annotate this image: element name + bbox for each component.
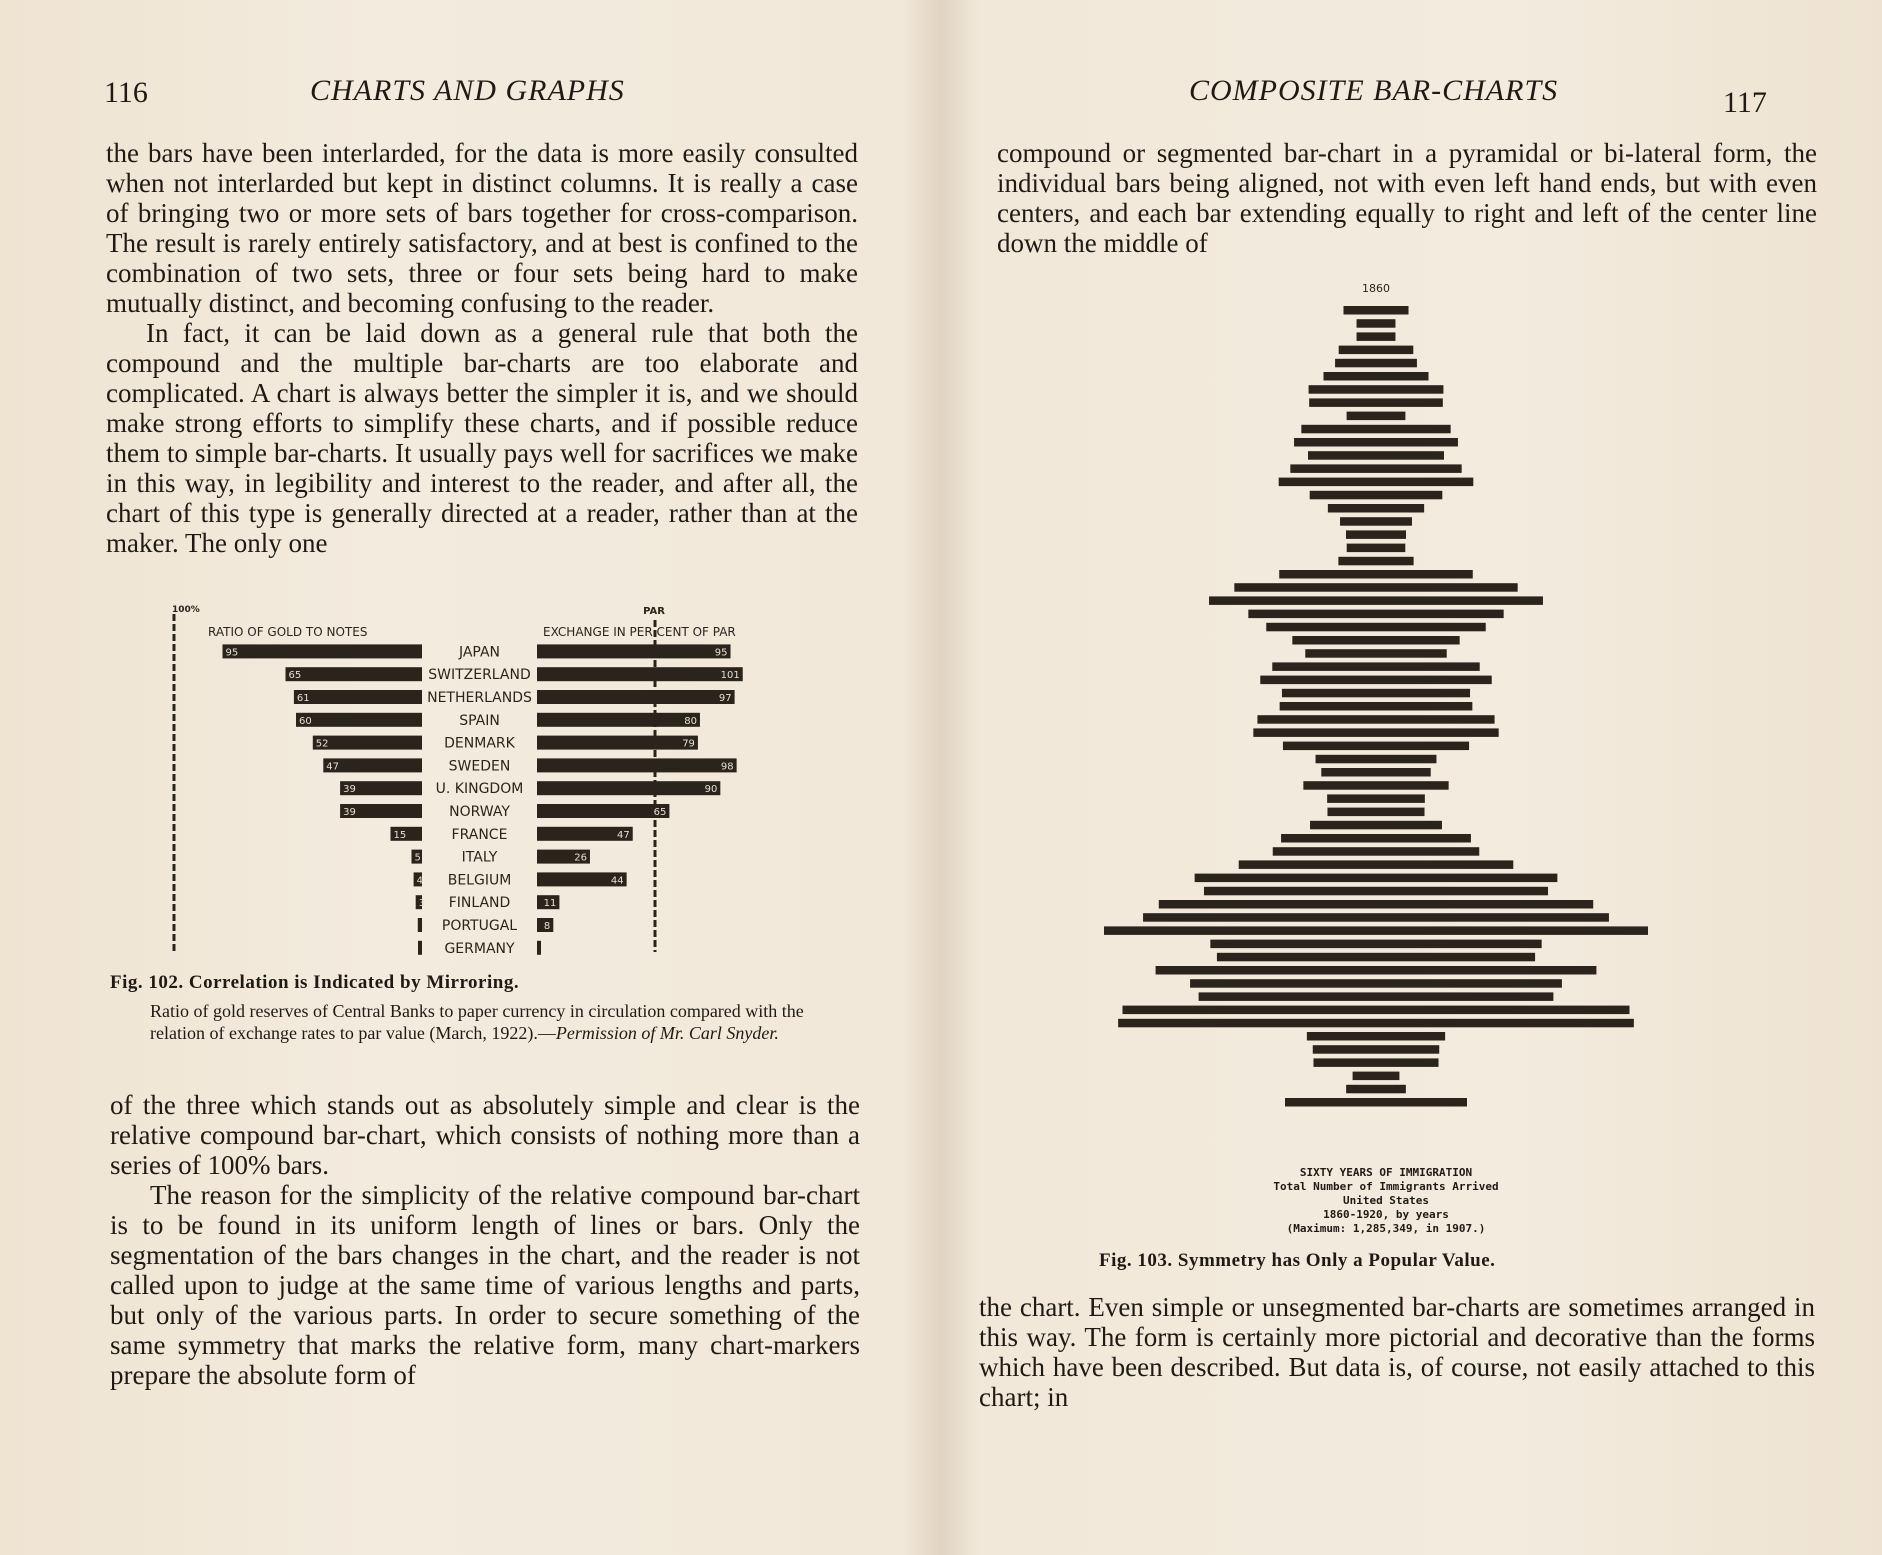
paragraph: compound or segmented bar-chart in a pyramidal or bi-lateral form, the individual bars being aligned, not with even left hand ends, but with even centers, and each bar extending equally to right and left of the center line down the middle of (997, 138, 1817, 258)
year-bar (1316, 755, 1437, 764)
year-bar (1309, 385, 1444, 394)
year-bar (1313, 1058, 1438, 1067)
fig103-chart-caption (1176, 1166, 1596, 1236)
year-bar (1357, 319, 1396, 328)
left-bar (286, 667, 423, 681)
right-body-top (997, 138, 1817, 258)
year-bar (1273, 847, 1480, 856)
year-bar (1327, 808, 1424, 817)
start-year-label: 1860 (1362, 282, 1390, 295)
year-bar (1156, 966, 1597, 975)
country-label: NORWAY (449, 804, 510, 820)
country-label: SWEDEN (448, 758, 511, 775)
country-label: BELGIUM (447, 872, 512, 889)
year-bar (1321, 768, 1430, 777)
left-bar (418, 941, 422, 955)
fig102-desc-text: Ratio of gold reserves of Central Banks to paper currency in circulation compared with the relation of exchange rates to par value (March, 1922).— (150, 1001, 804, 1043)
right-bar (537, 713, 700, 727)
year-bar (1301, 425, 1450, 434)
year-bar (1257, 715, 1494, 724)
country-label: GERMANY (444, 940, 515, 957)
left-value-label: 52 (315, 738, 329, 750)
fig102-title: Fig. 102. Correlation is Indicated by Mirroring. (110, 972, 520, 993)
fig103-symmetry-chart (1081, 278, 1681, 1158)
year-bar (1266, 623, 1485, 632)
right-value-label: 98 (720, 761, 734, 773)
year-bar (1343, 306, 1408, 315)
year-bar (1272, 662, 1479, 671)
year-bar (1204, 887, 1548, 896)
running-head-right: COMPOSITE BAR-CHARTS (1189, 74, 1559, 107)
year-bar (1346, 530, 1406, 539)
year-bar (1159, 900, 1593, 909)
year-bar (1313, 1045, 1439, 1054)
year-bar (1143, 913, 1609, 922)
country-label: PORTUGAL (441, 918, 518, 934)
right-bar (537, 690, 735, 704)
left-value-label: 5 (414, 852, 421, 864)
left-value-label: 60 (299, 715, 312, 727)
right-value-label: 101 (720, 670, 740, 682)
year-bar (1292, 636, 1459, 645)
running-head-left: CHARTS AND GRAPHS (310, 74, 625, 107)
left-value-label: 61 (296, 693, 310, 704)
paragraph: the bars have been interlarded, for the data is more easily consulted when not interlarded but kept in distinct columns. It is really a case of bringing two or more sets of bars together for cross-comparison. The result is rarely entirely satisfactory, and at best is confined to the combination of two sets, three or four sets being hard to make mutually distinct, and becoming confusing to the reader. (106, 138, 858, 318)
year-bar (1290, 464, 1461, 473)
right-series-title: EXCHANGE IN PER CENT OF PAR (543, 625, 736, 639)
year-bar (1195, 874, 1558, 883)
right-value-label: 44 (610, 875, 624, 887)
year-bar (1310, 821, 1442, 830)
year-bar (1347, 412, 1406, 421)
year-bar (1209, 596, 1543, 605)
chart-caption-line: Total Number of Immigrants Arrived (1273, 1180, 1499, 1193)
right-value-label: 97 (718, 693, 732, 704)
year-bar (1303, 781, 1448, 790)
country-label: SWITZERLAND (428, 667, 531, 684)
country-label: SPAIN (459, 712, 500, 729)
right-axis-label: PAR (643, 606, 665, 617)
right-body-bottom (979, 1292, 1815, 1412)
year-bar (1357, 332, 1396, 341)
country-label: ITALY (461, 849, 498, 866)
year-bar (1280, 702, 1473, 711)
left-value-label: 95 (225, 647, 239, 659)
left-series-title: RATIO OF GOLD TO NOTES (208, 625, 368, 639)
right-value-label: 47 (617, 829, 630, 841)
year-bar (1335, 359, 1417, 368)
year-bar (1234, 583, 1517, 592)
left-value-label: 47 (326, 761, 340, 773)
right-bar (537, 781, 720, 795)
year-bar (1283, 742, 1469, 751)
right-bar (537, 758, 737, 772)
country-label: FINLAND (448, 895, 511, 912)
right-page (941, 0, 1882, 1555)
year-bar (1339, 346, 1414, 355)
left-bar (313, 736, 422, 750)
right-bar (537, 667, 743, 681)
right-value-label: 80 (684, 715, 697, 727)
left-axis-label: 100% (172, 605, 200, 615)
country-label: JAPAN (458, 644, 501, 661)
year-bar (1217, 953, 1535, 962)
left-value-label: 39 (343, 807, 356, 818)
right-bar (537, 736, 698, 750)
year-bar (1104, 926, 1648, 935)
year-bar (1285, 1098, 1467, 1107)
year-bar (1118, 1019, 1634, 1028)
chart-caption-line: 1860-1920, by years (1323, 1208, 1449, 1221)
left-value-label: 3 (418, 898, 426, 910)
paragraph: of the three which stands out as absolutely simple and clear is the relative compound bar-chart, which consists of nothing more than a series of 100% bars. (110, 1090, 860, 1180)
year-bar (1210, 940, 1541, 949)
chart-caption-line: United States (1342, 1194, 1430, 1207)
year-bar (1260, 676, 1491, 685)
left-bar (418, 918, 422, 932)
year-bar (1308, 451, 1444, 460)
paragraph: In fact, it can be laid down as a general rule that both the compound and the multiple bar-charts are too elaborate and complicated. A chart is always better the simpler it is, and we should make strong efforts to simplify these charts, and if possible reduce them to simple bar-charts. It usually pays well for sacrifices we make in this way, in legibility and interest to the reader, and after all, the chart of this type is generally directed at a reader, rather than at the maker. The only one (106, 318, 858, 558)
year-bar (1307, 1032, 1445, 1041)
year-bar (1123, 1006, 1630, 1015)
year-bar (1338, 557, 1413, 566)
left-value-label: 15 (393, 829, 407, 841)
left-value-label: 39 (343, 784, 356, 796)
year-bar (1239, 860, 1514, 869)
year-bar (1294, 438, 1458, 447)
year-bar (1199, 992, 1554, 1001)
year-bar (1353, 1072, 1400, 1081)
year-bar (1310, 491, 1443, 500)
year-bar (1279, 478, 1474, 487)
year-bar (1309, 398, 1443, 407)
right-value-label: 79 (682, 738, 695, 750)
left-bar (296, 713, 422, 727)
fig103-caption (1099, 1250, 1699, 1272)
left-bar (294, 690, 422, 704)
year-bar (1253, 728, 1498, 737)
country-label: DENMARK (444, 735, 515, 752)
page-number-right: 117 (1723, 86, 1767, 119)
right-bar (537, 804, 669, 818)
year-bar (1279, 570, 1473, 579)
right-value-label: 26 (574, 852, 587, 864)
country-label: U. KINGDOM (435, 781, 524, 798)
fig102-mirror-chart (160, 600, 810, 965)
right-value-label: 8 (543, 921, 551, 932)
page-number-left: 116 (104, 76, 148, 109)
right-value-label: 11 (543, 898, 557, 910)
right-value-label: 95 (714, 647, 728, 659)
year-bar (1346, 1085, 1406, 1094)
fig102-caption (110, 972, 860, 1044)
year-bar (1340, 517, 1412, 526)
year-bar (1248, 610, 1503, 619)
left-value-label: 4 (416, 875, 423, 887)
year-bar (1347, 544, 1406, 553)
year-bar (1305, 649, 1446, 658)
year-bar (1327, 794, 1425, 803)
year-bar (1190, 979, 1562, 988)
right-bar (537, 941, 541, 955)
year-bar (1282, 689, 1470, 698)
right-value-label: 90 (704, 784, 718, 796)
fig102-credit: Permission of Mr. Carl Snyder. (555, 1023, 779, 1043)
paragraph: The reason for the simplicity of the relative compound bar-chart is to be found in its uniform length of lines or bars. Only the segmentation of the bars changes in the chart, and the reader is not called upon to judge at the same time of various lengths and parts, but only of the various parts. In order to secure something of the same symmetry that marks the relative form, many chart-markers prepare the absolute form of (110, 1180, 860, 1390)
chart-caption-line: (Maximum: 1,285,349, in 1907.) (1286, 1222, 1486, 1235)
left-bar (223, 644, 423, 658)
left-body-bottom (110, 1090, 860, 1390)
chart-caption-line: SIXTY YEARS OF IMMIGRATION (1299, 1166, 1473, 1179)
left-value-label: 65 (288, 670, 302, 682)
country-label: NETHERLANDS (427, 690, 532, 706)
fig103-title: Fig. 103. Symmetry has Only a Popular Value. (1099, 1250, 1496, 1271)
paragraph: the chart. Even simple or unsegmented bar-charts are sometimes arranged in this way. The form is certainly more pictorial and decorative than the forms which have been described. But data is, of course, not easily attached to this chart; in (979, 1292, 1815, 1412)
year-bar (1328, 504, 1424, 513)
right-bar (537, 644, 731, 658)
right-value-label: 65 (653, 807, 667, 818)
year-bar (1323, 372, 1428, 381)
country-label: FRANCE (451, 826, 508, 843)
year-bar (1281, 834, 1471, 843)
fig102-description (150, 1000, 860, 1044)
left-body-top (106, 138, 858, 558)
